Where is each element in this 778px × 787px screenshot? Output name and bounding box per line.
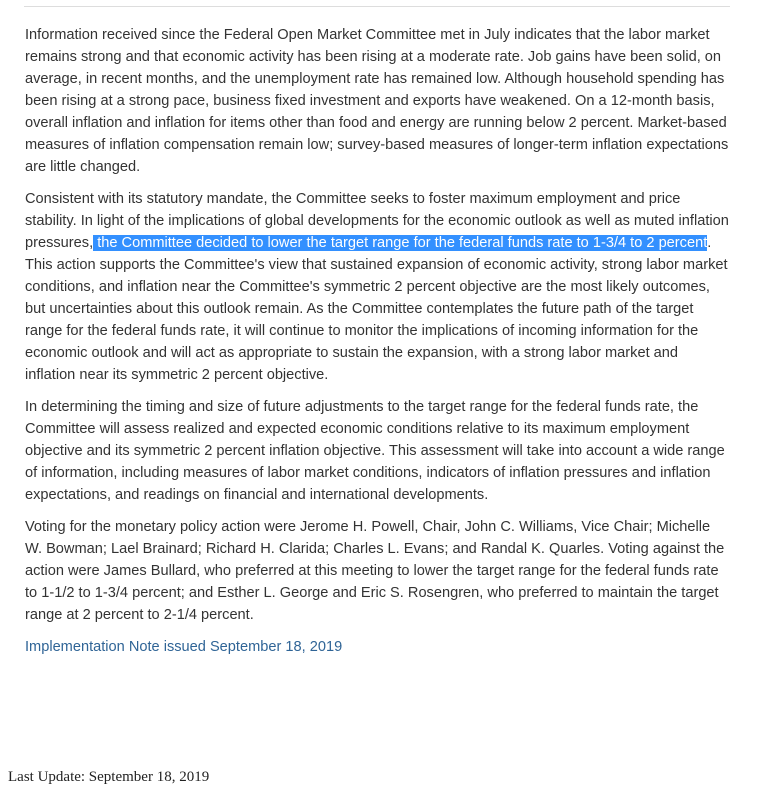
- statement-paragraph-2-lead: Consistent with its statutory mandate, the Committee seeks to foster maximum employment and price stability. In light of the implications of global developments for the economic outlook as well as muted inflation pressures,: [25, 191, 729, 251]
- statement-paragraph-3: In determining the timing and size of future adjustments to the target range for the federal funds rate, the Committee will assess realized and expected economic conditions relative to its maximum employment objective and its symmetric 2 percent inflation objective. This assessment will take into account a wide range of information, including measures of labor market conditions, indicators of inflation pressures and inflation expectations, and readings on financial and international developments.: [25, 399, 725, 503]
- statement-paragraph-2: [25, 188, 731, 386]
- selected-text-highlight[interactable]: the Committee decided to lower the target range for the federal funds rate to 1-3/4 to 2 percent: [93, 235, 708, 251]
- statement-paragraph-1: Information received since the Federal Open Market Committee met in July indicates that the labor market remains strong and that economic activity has been rising at a moderate rate. Job gains have been solid, on average, in recent months, and the unemployment rate has remained low. Although household spending has been rising at a strong pace, business fixed investment and exports have weakened. On a 12-month basis, overall inflation and inflation for items other than food and energy are running below 2 percent. Market-based measures of inflation compensation remain low; survey-based measures of longer-term inflation expectations are little changed.: [25, 27, 729, 175]
- statement-paragraph-2-rest: . This action supports the Committee's view that sustained expansion of economic activity, strong labor market conditions, and inflation near the Committee's symmetric 2 percent objective are the most likely outcomes, but uncertainties about this outlook remain. As the Committee contemplates the future path of the target range for the federal funds rate, it will continue to monitor the implications of incoming information for the economic outlook and will act as appropriate to sustain the expansion, with a strong labor market and inflation near its symmetric 2 percent objective.: [25, 235, 728, 383]
- implementation-note-link[interactable]: Implementation Note issued September 18, 2019: [25, 639, 343, 655]
- last-update-text: Last Update: September 18, 2019: [8, 769, 210, 785]
- implementation-note-paragraph: [25, 636, 731, 658]
- statement-paragraph-4: Voting for the monetary policy action were Jerome H. Powell, Chair, John C. Williams, Vice Chair; Michelle W. Bowman; Lael Brainard; Richard H. Clarida; Charles L. Evans; and Randal K. Quarles. Voting against the action were James Bullard, who preferred at this meeting to lower the target range for the federal funds rate to 1-1/2 to 1-3/4 percent; and Esther L. George and Eric S. Rosengren, who preferred to maintain the target range at 2 percent to 2-1/4 percent.: [25, 519, 725, 623]
- top-divider: [24, 6, 730, 7]
- statement-body: [25, 24, 731, 668]
